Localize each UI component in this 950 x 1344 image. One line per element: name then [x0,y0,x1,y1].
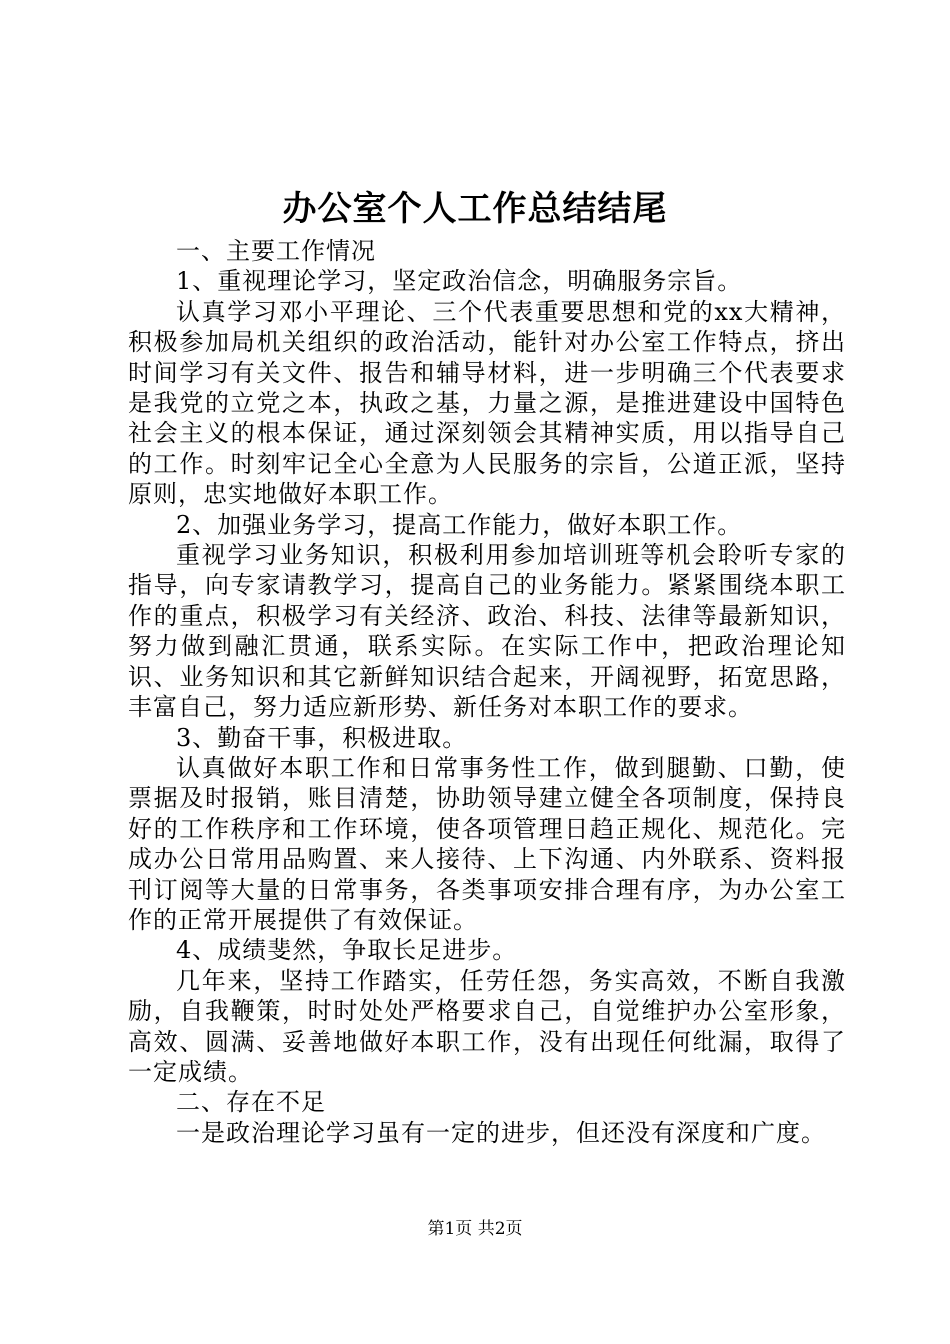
document-body [128,236,846,1148]
paragraph-shortcomings: 一是政治理论学习虽有一定的进步，但还没有深度和广度。 [176,1118,826,1147]
paragraph-diligence: 认真做好本职工作和日常事务性工作，做到腿勤、口勤，使票据及时报销，账目清楚，协助领导建立健全各项制度，保持良好的工作秩序和工作环境，使各项管理日趋正规化、规范化。完成办公日常用品购置、来人接待、上下沟通、内外联系、资料报刊订阅等大量的日常事务，各类事项安排合理有序，为办公室工作的正常开展提供了有效保证。 [128,753,846,934]
paragraph-business-study: 重视学习业务知识，积极利用参加培训班等机会聆听专家的指导，向专家请教学习，提高自己的业务能力。紧紧围绕本职工作的重点，积极学习有关经济、政治、科技、法律等最新知识，努力做到融汇贯通，联系实际。在实际工作中，把政治理论知识、业务知识和其它新鲜知识结合起来，开阔视野，拓宽思路，丰富自己，努力适应新形势、新任务对本职工作的要求。 [128,541,846,722]
document-title: 办公室个人工作总结结尾 [282,189,668,229]
subheading-diligence: 3、勤奋干事，积极进取。 [176,723,468,752]
subheading-achievements: 4、成绩斐然，争取长足进步。 [176,936,518,965]
subheading-theory-study: 1、重视理论学习，坚定政治信念，明确服务宗旨。 [176,267,743,296]
section-heading-shortcomings: 二、存在不足 [176,1088,326,1117]
section-heading-main-work: 一、主要工作情况 [176,237,376,265]
page-number-footer: 第1页 共2页 [427,1219,523,1239]
paragraph-achievements: 几年来，坚持工作踏实，任劳任怨，务实高效，不断自我激励，自我鞭策，时时处处严格要求自己，自觉维护办公室形象，高效、圆满、妥善地做好本职工作，没有出现任何纰漏，取得了一定成绩。 [128,966,846,1086]
subheading-business-study: 2、加强业务学习，提高工作能力，做好本职工作。 [176,510,743,539]
paragraph-theory-study: 认真学习邓小平理论、三个代表重要思想和党的xx大精神，积极参加局机关组织的政治活动，能针对办公室工作特点，挤出时间学习有关文件、报告和辅导材料，进一步明确三个代表要求是我党的立党之本，执政之基，力量之源，是推进建设中国特色社会主义的根本保证，通过深刻领会其精神实质，用以指导自己的工作。时刻牢记全心全意为人民服务的宗旨，公道正派，坚持原则，忠实地做好本职工作。 [128,297,846,509]
